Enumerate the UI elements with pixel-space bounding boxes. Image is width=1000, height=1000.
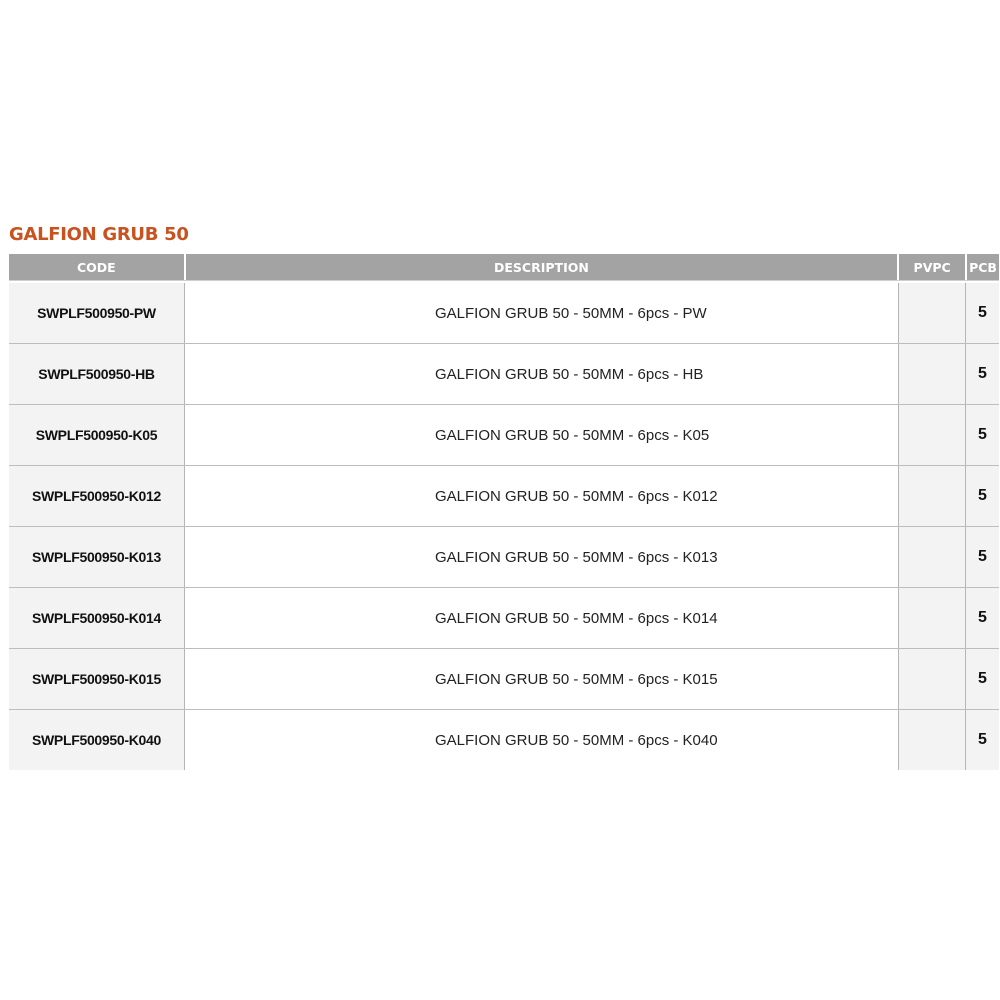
cell-pvpc <box>899 588 966 648</box>
cell-description: GALFION GRUB 50 - 50MM - 6pcs - K013 <box>185 527 899 587</box>
cell-pcb: 5 <box>966 710 999 770</box>
table-row <box>9 283 999 344</box>
table-row <box>9 405 999 466</box>
cell-description: GALFION GRUB 50 - 50MM - 6pcs - HB <box>185 344 899 404</box>
cell-description: GALFION GRUB 50 - 50MM - 6pcs - K014 <box>185 588 899 648</box>
cell-description: GALFION GRUB 50 - 50MM - 6pcs - K040 <box>185 710 899 770</box>
cell-pcb: 5 <box>966 466 999 526</box>
cell-code: SWPLF500950-PW <box>9 283 185 343</box>
table-row <box>9 649 999 710</box>
cell-code: SWPLF500950-HB <box>9 344 185 404</box>
page-title: GALFION GRUB 50 <box>9 224 189 245</box>
header-description: DESCRIPTION <box>186 254 898 280</box>
table-row <box>9 588 999 649</box>
cell-code: SWPLF500950-K015 <box>9 649 185 709</box>
table-row <box>9 344 999 405</box>
cell-pvpc <box>899 710 966 770</box>
cell-pvpc <box>899 283 966 343</box>
table-header <box>9 254 999 280</box>
cell-pcb: 5 <box>966 527 999 587</box>
cell-pvpc <box>899 405 966 465</box>
header-code: CODE <box>9 254 184 280</box>
cell-code: SWPLF500950-K012 <box>9 466 185 526</box>
table-row <box>9 466 999 527</box>
cell-pvpc <box>899 344 966 404</box>
cell-pvpc <box>899 527 966 587</box>
cell-code: SWPLF500950-K040 <box>9 710 185 770</box>
cell-code: SWPLF500950-K014 <box>9 588 185 648</box>
header-pvpc: PVPC <box>899 254 965 280</box>
cell-pvpc <box>899 649 966 709</box>
cell-pcb: 5 <box>966 588 999 648</box>
header-pcb: PCB <box>967 254 999 280</box>
cell-description: GALFION GRUB 50 - 50MM - 6pcs - K012 <box>185 466 899 526</box>
table-body <box>9 280 999 770</box>
table-row <box>9 710 999 770</box>
cell-code: SWPLF500950-K013 <box>9 527 185 587</box>
cell-pcb: 5 <box>966 649 999 709</box>
table-row <box>9 527 999 588</box>
cell-code: SWPLF500950-K05 <box>9 405 185 465</box>
cell-pcb: 5 <box>966 344 999 404</box>
product-table <box>9 254 999 770</box>
cell-pcb: 5 <box>966 405 999 465</box>
cell-pvpc <box>899 466 966 526</box>
cell-description: GALFION GRUB 50 - 50MM - 6pcs - K05 <box>185 405 899 465</box>
cell-pcb: 5 <box>966 283 999 343</box>
cell-description: GALFION GRUB 50 - 50MM - 6pcs - PW <box>185 283 899 343</box>
cell-description: GALFION GRUB 50 - 50MM - 6pcs - K015 <box>185 649 899 709</box>
